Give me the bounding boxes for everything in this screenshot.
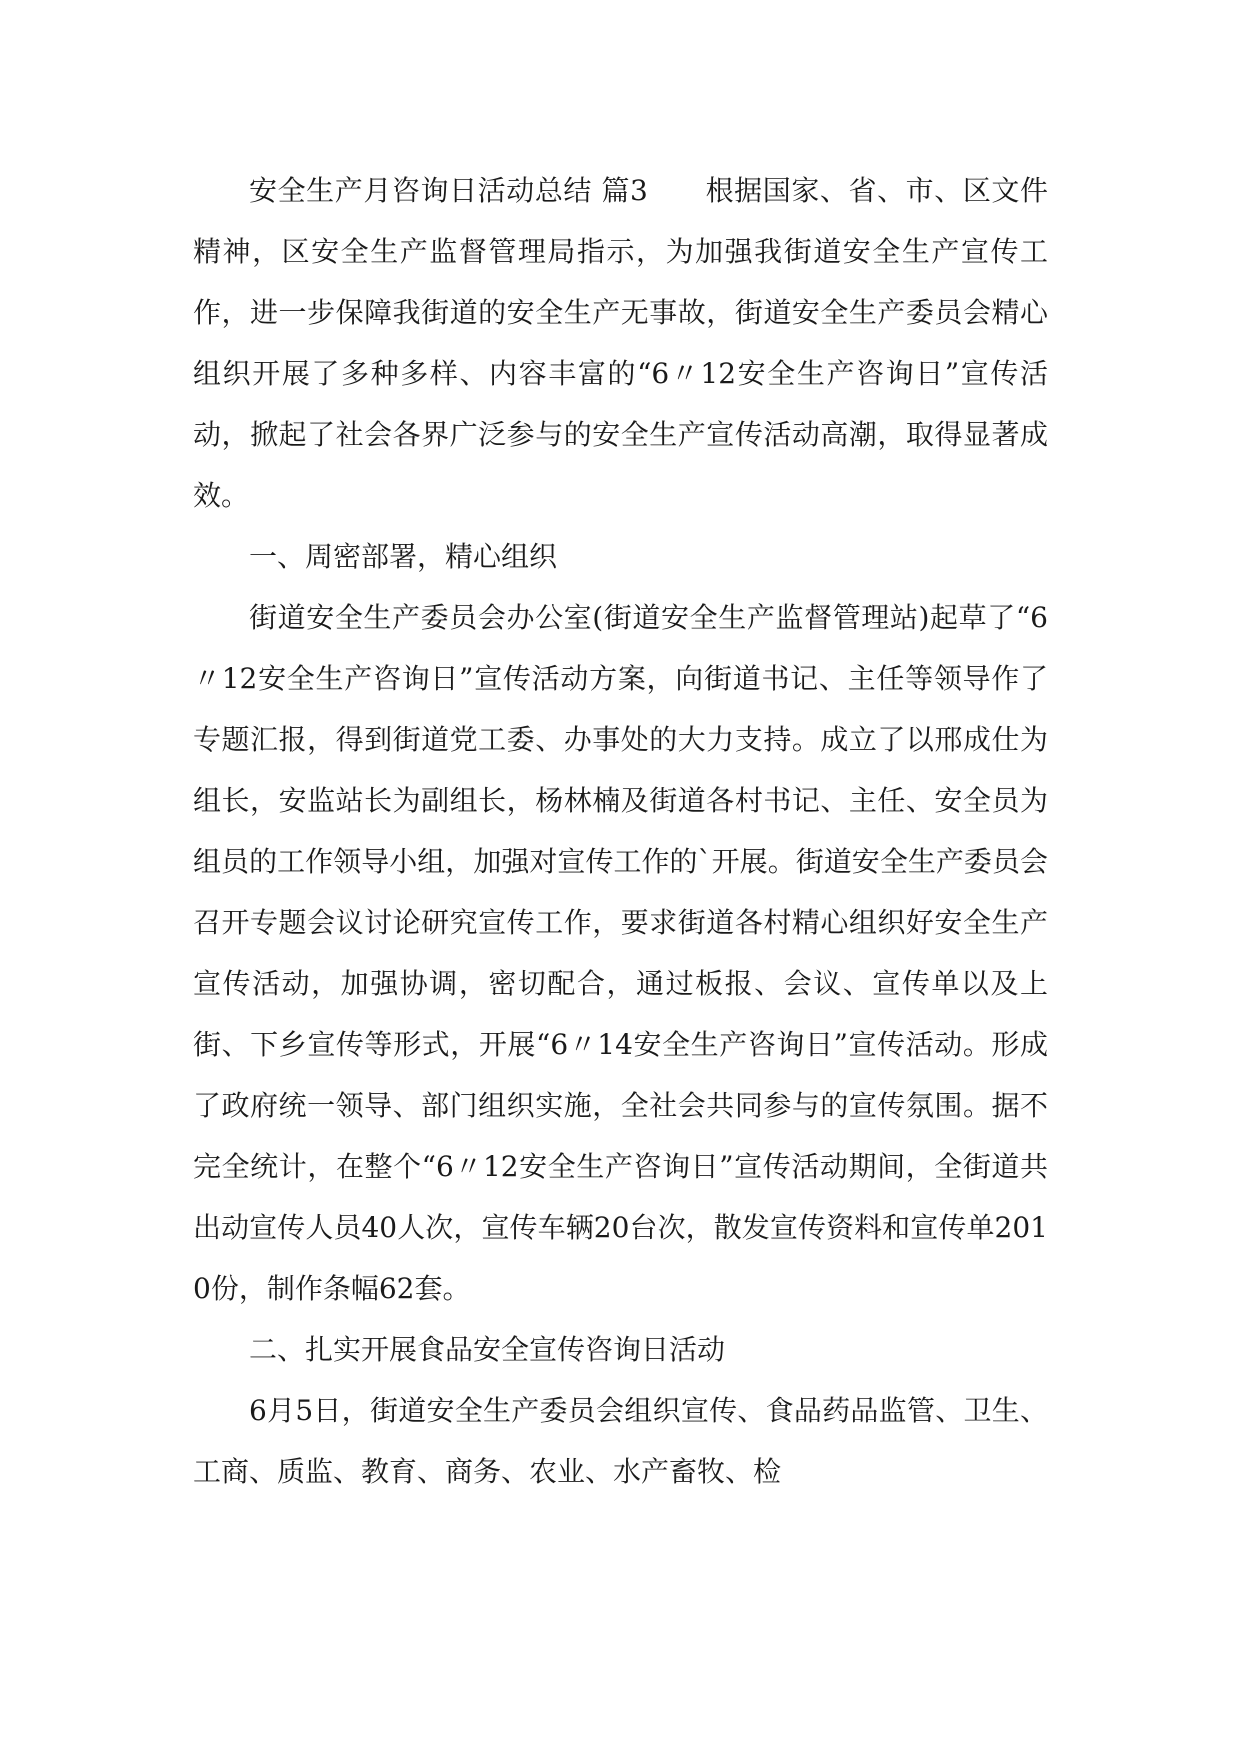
intro-paragraph: 安全生产月咨询日活动总结 篇3 根据国家、省、市、区文件精神，区安全生产监督管理局指示，为加强我街道安全生产宣传工作，进一步保障我街道的安全生产无事故，街道安全生产委员会精心组织开展了多种多样、内容丰富的“6〃12安全生产咨询日”宣传活动，掀起了社会各界广泛参与的安全生产宣传活动高潮，取得显著成效。 bbox=[193, 174, 1048, 512]
document-body bbox=[193, 160, 1048, 1502]
section-heading-2: 二、扎实开展食品安全宣传咨询日活动 bbox=[249, 1333, 726, 1366]
section-1-paragraph: 街道安全生产委员会办公室(街道安全生产监督管理站)起草了“6〃12安全生产咨询日”宣传活动方案，向街道书记、主任等领导作了专题汇报，得到街道党工委、办事处的大力支持。成立了以邢成仕为组长，安监站长为副组长，杨林楠及街道各村书记、主任、安全员为组员的工作领导小组，加强对宣传工作的`开展。街道安全生产委员会召开专题会议讨论研究宣传工作，要求街道各村精心组织好安全生产宣传活动，加强协调，密切配合，通过板报、会议、宣传单以及上街、下乡宣传等形式，开展“6〃14安全生产咨询日”宣传活动。形成了政府统一领导、部门组织实施，全社会共同参与的宣传氛围。据不完全统计，在整个“6〃12安全生产咨询日”宣传活动期间，全街道共出动宣传人员40人次，宣传车辆20台次，散发宣传资料和宣传单2010份，制作条幅62套。 bbox=[193, 601, 1048, 1305]
section-heading-1: 一、周密部署，精心组织 bbox=[249, 540, 558, 573]
section-2-paragraph: 6月5日，街道安全生产委员会组织宣传、食品药品监管、卫生、工商、质监、教育、商务、农业、水产畜牧、检 bbox=[193, 1394, 1048, 1488]
